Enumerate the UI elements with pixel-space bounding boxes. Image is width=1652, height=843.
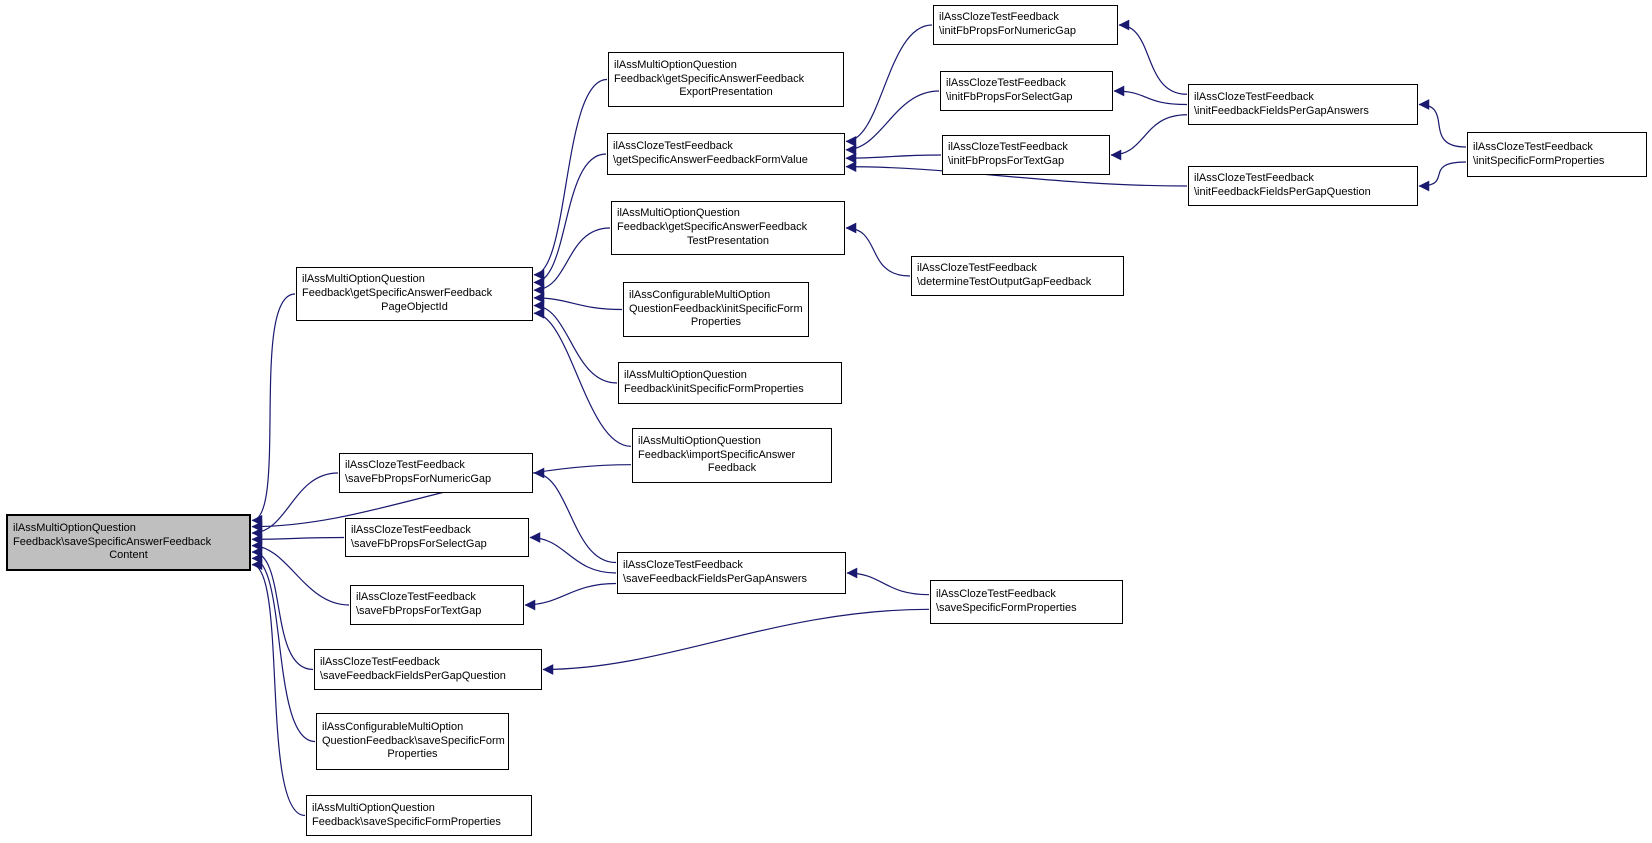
graph-node-n14[interactable] bbox=[1188, 166, 1418, 206]
graph-node-label-line: \saveFbPropsForTextGap bbox=[356, 605, 482, 617]
graph-node-label-line: Content bbox=[109, 549, 148, 562]
graph-node-n21[interactable] bbox=[306, 795, 532, 836]
graph-node-n9[interactable] bbox=[933, 5, 1118, 45]
call-edge-n22-n18 bbox=[525, 584, 616, 606]
graph-node-n16[interactable] bbox=[339, 453, 533, 493]
call-edge-n23-n19 bbox=[543, 609, 929, 669]
call-edge-n22-n16 bbox=[534, 473, 616, 563]
graph-node-label-line: ilAssMultiOptionQuestion bbox=[13, 521, 136, 534]
graph-node-label-line: PageObjectId bbox=[381, 300, 448, 313]
graph-node-label-line: ilAssConfigurableMultiOption bbox=[629, 288, 771, 301]
call-edge-n6-n2 bbox=[534, 298, 622, 310]
graph-node-label-line: \saveFbPropsForSelectGap bbox=[351, 537, 487, 550]
graph-node-label-line: ilAssClozeTestFeedback bbox=[946, 77, 1066, 90]
call-edge-n12-n5 bbox=[846, 228, 910, 276]
graph-node-label-line: \initFbPropsForNumericGap bbox=[939, 25, 1076, 37]
graph-node-n5[interactable] bbox=[611, 201, 845, 255]
graph-node-label-line: QuestionFeedback\initSpecificForm bbox=[629, 302, 803, 315]
call-edge-n4-n2 bbox=[534, 154, 606, 282]
graph-node-n23[interactable] bbox=[930, 580, 1123, 624]
graph-node-label-line: TestPresentation bbox=[687, 234, 769, 247]
graph-node-label-line: ilAssMultiOptionQuestion bbox=[312, 801, 435, 814]
graph-node-n2[interactable] bbox=[296, 267, 533, 321]
graph-node-label-line: ilAssMultiOptionQuestion bbox=[624, 369, 747, 382]
graph-node-label-line: \getSpecificAnswerFeedbackFormValue bbox=[613, 154, 808, 166]
graph-node-label-line: ilAssClozeTestFeedback bbox=[939, 11, 1059, 24]
graph-node-label-line: \initFeedbackFieldsPerGapQuestion bbox=[1194, 186, 1371, 198]
graph-node-label-line: Feedback\getSpecificAnswerFeedback bbox=[617, 221, 808, 234]
graph-node-label-line: ilAssMultiOptionQuestion bbox=[617, 207, 740, 220]
graph-node-n10[interactable] bbox=[940, 71, 1113, 111]
graph-node-n6[interactable] bbox=[623, 282, 809, 337]
call-edge-n5-n2 bbox=[534, 228, 610, 290]
graph-node-label-line: ilAssClozeTestFeedback bbox=[1194, 90, 1314, 103]
graph-node-label-line: ilAssClozeTestFeedback bbox=[1194, 172, 1314, 185]
graph-node-label-line: Feedback\getSpecificAnswerFeedback bbox=[302, 287, 493, 300]
graph-node-label-line: QuestionFeedback\saveSpecificForm bbox=[322, 734, 505, 747]
graph-node-n1[interactable] bbox=[6, 514, 251, 571]
graph-node-n8[interactable] bbox=[632, 428, 832, 483]
graph-node-n13[interactable] bbox=[1188, 84, 1418, 125]
call-edge-n20-n1 bbox=[252, 558, 315, 741]
graph-node-label-line: ilAssClozeTestFeedback bbox=[351, 523, 471, 536]
call-edge-n17-n1 bbox=[252, 538, 344, 540]
graph-node-label-line: ilAssMultiOptionQuestion bbox=[614, 58, 737, 71]
graph-node-label-line: Feedback bbox=[707, 462, 757, 475]
call-edge-n11-n4 bbox=[846, 155, 941, 158]
graph-node-n4[interactable] bbox=[607, 133, 845, 175]
call-edge-n22-n17 bbox=[530, 538, 616, 574]
call-edge-n10-n4 bbox=[846, 91, 939, 150]
graph-node-label-line: Feedback\getSpecificAnswerFeedback bbox=[614, 72, 805, 85]
graph-node-n11[interactable] bbox=[942, 135, 1110, 175]
call-edge-n8-n2 bbox=[534, 313, 631, 446]
graph-node-label-line: Properties bbox=[387, 748, 438, 761]
call-edge-n18-n1 bbox=[252, 546, 349, 605]
call-edge-n15-n13 bbox=[1419, 105, 1466, 148]
graph-node-label-line: Properties bbox=[690, 316, 742, 329]
graph-node-n22[interactable] bbox=[617, 552, 846, 594]
graph-node-label-line: Feedback\saveSpecificAnswerFeedback bbox=[13, 535, 212, 548]
graph-node-n3[interactable] bbox=[608, 52, 844, 107]
call-edge-n19-n1 bbox=[252, 552, 313, 670]
call-edge-n23-n22 bbox=[847, 573, 929, 595]
graph-node-label-line: ilAssClozeTestFeedback bbox=[613, 140, 733, 153]
graph-node-label-line: Feedback\saveSpecificFormProperties bbox=[312, 815, 501, 828]
graph-node-label-line: \determineTestOutputGapFeedback bbox=[917, 276, 1092, 288]
graph-node-label-line: Feedback\importSpecificAnswer bbox=[638, 448, 796, 461]
graph-node-label-line: ilAssConfigurableMultiOption bbox=[322, 720, 464, 733]
graph-node-n12[interactable] bbox=[911, 256, 1124, 296]
graph-node-label-line: ilAssClozeTestFeedback bbox=[948, 141, 1068, 154]
graph-node-label-line: Feedback\initSpecificFormProperties bbox=[624, 383, 804, 395]
call-edge-n2-n1 bbox=[252, 294, 295, 520]
graph-node-label-line: ilAssClozeTestFeedback bbox=[345, 459, 465, 472]
graph-node-label-line: \initFbPropsForTextGap bbox=[948, 155, 1065, 167]
graph-node-label-line: ilAssMultiOptionQuestion bbox=[302, 273, 425, 286]
graph-node-label-line: ilAssClozeTestFeedback bbox=[917, 262, 1037, 275]
graph-node-label-line: ilAssMultiOptionQuestion bbox=[638, 434, 761, 447]
graph-node-label-line: \saveFeedbackFieldsPerGapQuestion bbox=[320, 669, 506, 682]
graph-node-n17[interactable] bbox=[345, 518, 529, 557]
call-edge-n9-n4 bbox=[846, 25, 932, 141]
call-edge-n15-n14 bbox=[1419, 162, 1466, 186]
graph-node-label-line: \saveFeedbackFieldsPerGapAnswers bbox=[623, 573, 808, 585]
graph-node-label-line: \initSpecificFormProperties bbox=[1473, 154, 1605, 167]
graph-node-n7[interactable] bbox=[618, 362, 842, 404]
graph-node-label-line: ilAssClozeTestFeedback bbox=[320, 655, 440, 668]
graph-node-label-line: \initFeedbackFieldsPerGapAnswers bbox=[1194, 104, 1369, 117]
graph-node-n19[interactable] bbox=[314, 649, 542, 690]
graph-node-label-line: ilAssClozeTestFeedback bbox=[936, 588, 1056, 601]
call-edge-n13-n9 bbox=[1119, 25, 1187, 94]
graph-node-n15[interactable] bbox=[1467, 132, 1647, 177]
graph-node-label-line: ilAssClozeTestFeedback bbox=[623, 559, 743, 572]
call-edge-n13-n11 bbox=[1111, 115, 1187, 155]
graph-node-n20[interactable] bbox=[316, 713, 509, 770]
graph-node-label-line: \saveSpecificFormProperties bbox=[936, 602, 1077, 614]
graph-node-label-line: \initFbPropsForSelectGap bbox=[946, 91, 1073, 103]
call-edge-n21-n1 bbox=[252, 565, 305, 816]
call-edge-n3-n2 bbox=[534, 80, 607, 275]
graph-node-label-line: \saveFbPropsForNumericGap bbox=[345, 473, 492, 485]
graph-node-label-line: ilAssClozeTestFeedback bbox=[356, 591, 476, 604]
graph-node-label-line: ExportPresentation bbox=[679, 86, 773, 99]
graph-node-n18[interactable] bbox=[350, 585, 524, 625]
graph-node-label-line: ilAssClozeTestFeedback bbox=[1473, 140, 1593, 153]
